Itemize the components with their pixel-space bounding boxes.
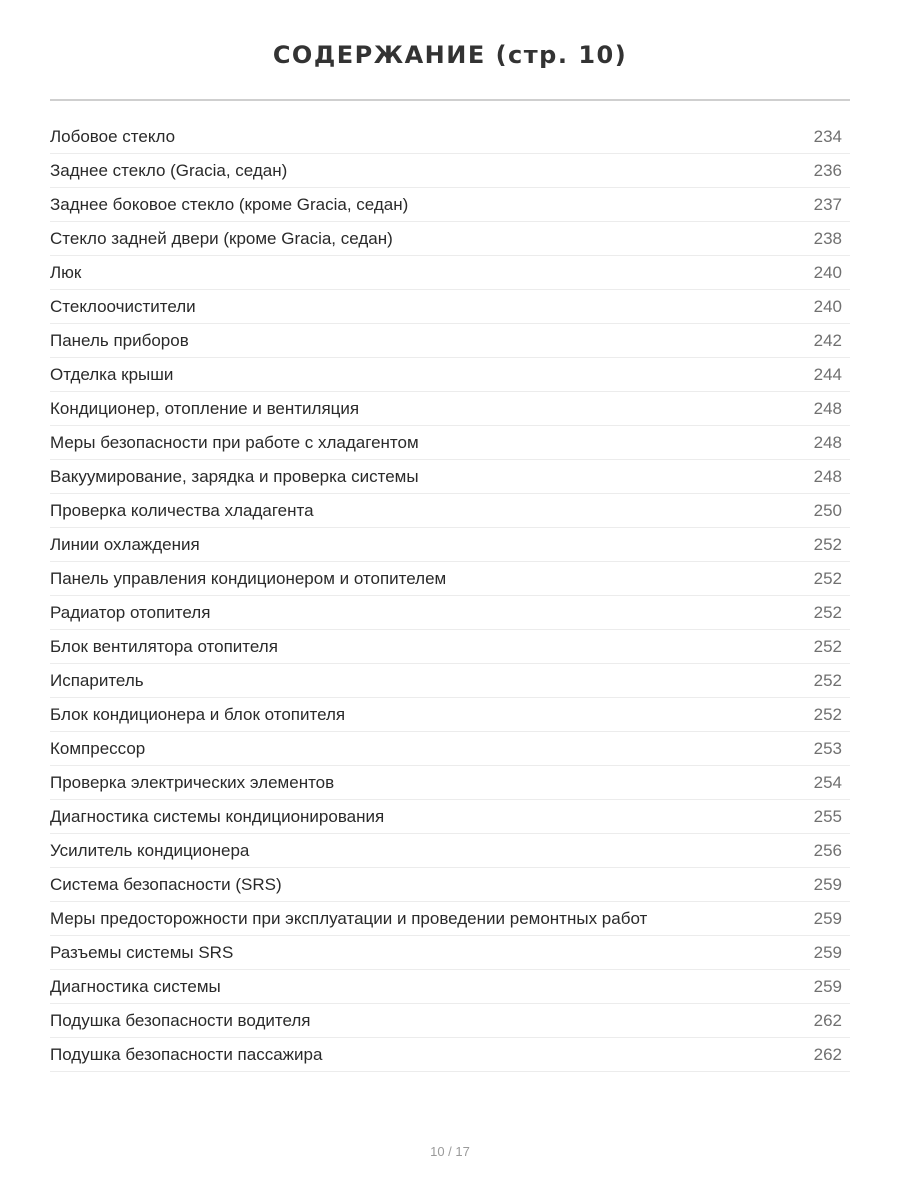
toc-entry[interactable] bbox=[50, 834, 850, 868]
toc-entry[interactable] bbox=[50, 358, 850, 392]
toc-entry[interactable] bbox=[50, 766, 850, 800]
toc-entry-page: 259 bbox=[813, 976, 842, 996]
toc-entry-page: 236 bbox=[813, 160, 842, 180]
toc-entry-title: Проверка количества хладагента bbox=[50, 500, 314, 520]
toc-entry[interactable] bbox=[50, 1038, 850, 1072]
toc-entry[interactable] bbox=[50, 732, 850, 766]
toc-entry-page: 252 bbox=[813, 636, 842, 656]
toc-entry-page: 259 bbox=[813, 874, 842, 894]
toc-entry-page: 255 bbox=[813, 806, 842, 826]
toc-entry-title: Система безопасности (SRS) bbox=[50, 874, 282, 894]
toc-entry-page: 253 bbox=[813, 738, 842, 758]
toc-entry-page: 259 bbox=[813, 908, 842, 928]
toc-entry-page: 254 bbox=[813, 772, 842, 792]
toc-entry-page: 256 bbox=[813, 840, 842, 860]
toc-entry[interactable] bbox=[50, 664, 850, 698]
toc-entry-page: 252 bbox=[813, 602, 842, 622]
toc-list bbox=[50, 120, 850, 1072]
toc-entry-title: Линии охлаждения bbox=[50, 534, 200, 554]
toc-entry[interactable] bbox=[50, 698, 850, 732]
toc-entry-title: Лобовое стекло bbox=[50, 126, 176, 146]
page-indicator: 10 / 17 bbox=[430, 1144, 470, 1159]
toc-entry[interactable] bbox=[50, 290, 850, 324]
title-divider bbox=[50, 99, 850, 101]
toc-entry[interactable] bbox=[50, 902, 850, 936]
toc-entry[interactable] bbox=[50, 970, 850, 1004]
toc-entry-title: Меры безопасности при работе с хладагентом bbox=[50, 432, 419, 452]
toc-entry-page: 240 bbox=[813, 296, 842, 316]
toc-entry[interactable] bbox=[50, 426, 850, 460]
toc-entry-page: 248 bbox=[813, 466, 842, 486]
toc-entry-title: Блок вентилятора отопителя bbox=[50, 636, 278, 656]
toc-entry-title: Подушка безопасности водителя bbox=[50, 1010, 311, 1030]
toc-entry-title: Отделка крыши bbox=[50, 364, 174, 384]
toc-entry[interactable] bbox=[50, 460, 850, 494]
toc-entry[interactable] bbox=[50, 222, 850, 256]
toc-entry-page: 252 bbox=[813, 534, 842, 554]
toc-entry-title: Испаритель bbox=[50, 670, 144, 690]
toc-entry-page: 248 bbox=[813, 398, 842, 418]
toc-entry-page: 242 bbox=[813, 330, 842, 350]
toc-entry[interactable] bbox=[50, 936, 850, 970]
toc-entry[interactable] bbox=[50, 1004, 850, 1038]
toc-entry-page: 252 bbox=[813, 670, 842, 690]
toc-entry-title: Заднее боковое стекло (кроме Gracia, седан) bbox=[50, 194, 409, 214]
toc-entry[interactable] bbox=[50, 392, 850, 426]
toc-entry-title: Стекло задней двери (кроме Gracia, седан) bbox=[50, 228, 393, 248]
toc-entry-page: 234 bbox=[813, 126, 842, 146]
toc-entry-title: Люк bbox=[50, 262, 82, 282]
toc-entry-title: Радиатор отопителя bbox=[50, 602, 211, 622]
toc-entry-title: Диагностика системы кондиционирования bbox=[50, 806, 385, 826]
toc-entry[interactable] bbox=[50, 154, 850, 188]
toc-entry-page: 252 bbox=[813, 568, 842, 588]
toc-entry-page: 244 bbox=[813, 364, 842, 384]
toc-entry-page: 252 bbox=[813, 704, 842, 724]
toc-entry-page: 248 bbox=[813, 432, 842, 452]
toc-entry-title: Панель управления кондиционером и отопителем bbox=[50, 568, 447, 588]
toc-entry[interactable] bbox=[50, 528, 850, 562]
toc-entry-title: Блок кондиционера и блок отопителя bbox=[50, 704, 346, 724]
toc-entry[interactable] bbox=[50, 494, 850, 528]
toc-entry-page: 250 bbox=[813, 500, 842, 520]
toc-entry-page: 262 bbox=[813, 1010, 842, 1030]
toc-entry[interactable] bbox=[50, 630, 850, 664]
toc-entry-title: Вакуумирование, зарядка и проверка системы bbox=[50, 466, 419, 486]
toc-entry-page: 238 bbox=[813, 228, 842, 248]
toc-entry-title: Панель приборов bbox=[50, 330, 189, 350]
toc-entry-title: Усилитель кондиционера bbox=[50, 840, 250, 860]
toc-entry-title: Компрессор bbox=[50, 738, 146, 758]
toc-entry-title: Стеклоочистители bbox=[50, 296, 196, 316]
toc-entry-page: 262 bbox=[813, 1044, 842, 1064]
toc-entry-title: Подушка безопасности пассажира bbox=[50, 1044, 323, 1064]
toc-entry[interactable] bbox=[50, 868, 850, 902]
toc-entry[interactable] bbox=[50, 188, 850, 222]
toc-entry[interactable] bbox=[50, 800, 850, 834]
toc-entry-page: 240 bbox=[813, 262, 842, 282]
toc-entry-title: Диагностика системы bbox=[50, 976, 221, 996]
toc-entry[interactable] bbox=[50, 324, 850, 358]
toc-entry-title: Заднее стекло (Gracia, седан) bbox=[50, 160, 288, 180]
toc-entry[interactable] bbox=[50, 120, 850, 154]
toc-entry-title: Кондиционер, отопление и вентиляция bbox=[50, 398, 360, 418]
toc-entry[interactable] bbox=[50, 256, 850, 290]
toc-entry-page: 237 bbox=[813, 194, 842, 214]
toc-entry-title: Меры предосторожности при эксплуатации и проведении ремонтных работ bbox=[50, 908, 648, 928]
toc-entry[interactable] bbox=[50, 562, 850, 596]
page-title: СОДЕРЖАНИЕ (стр. 10) bbox=[272, 41, 628, 69]
toc-entry-title: Разъемы системы SRS bbox=[50, 942, 234, 962]
toc-entry-title: Проверка электрических элементов bbox=[50, 772, 335, 792]
toc-entry[interactable] bbox=[50, 596, 850, 630]
toc-entry-page: 259 bbox=[813, 942, 842, 962]
